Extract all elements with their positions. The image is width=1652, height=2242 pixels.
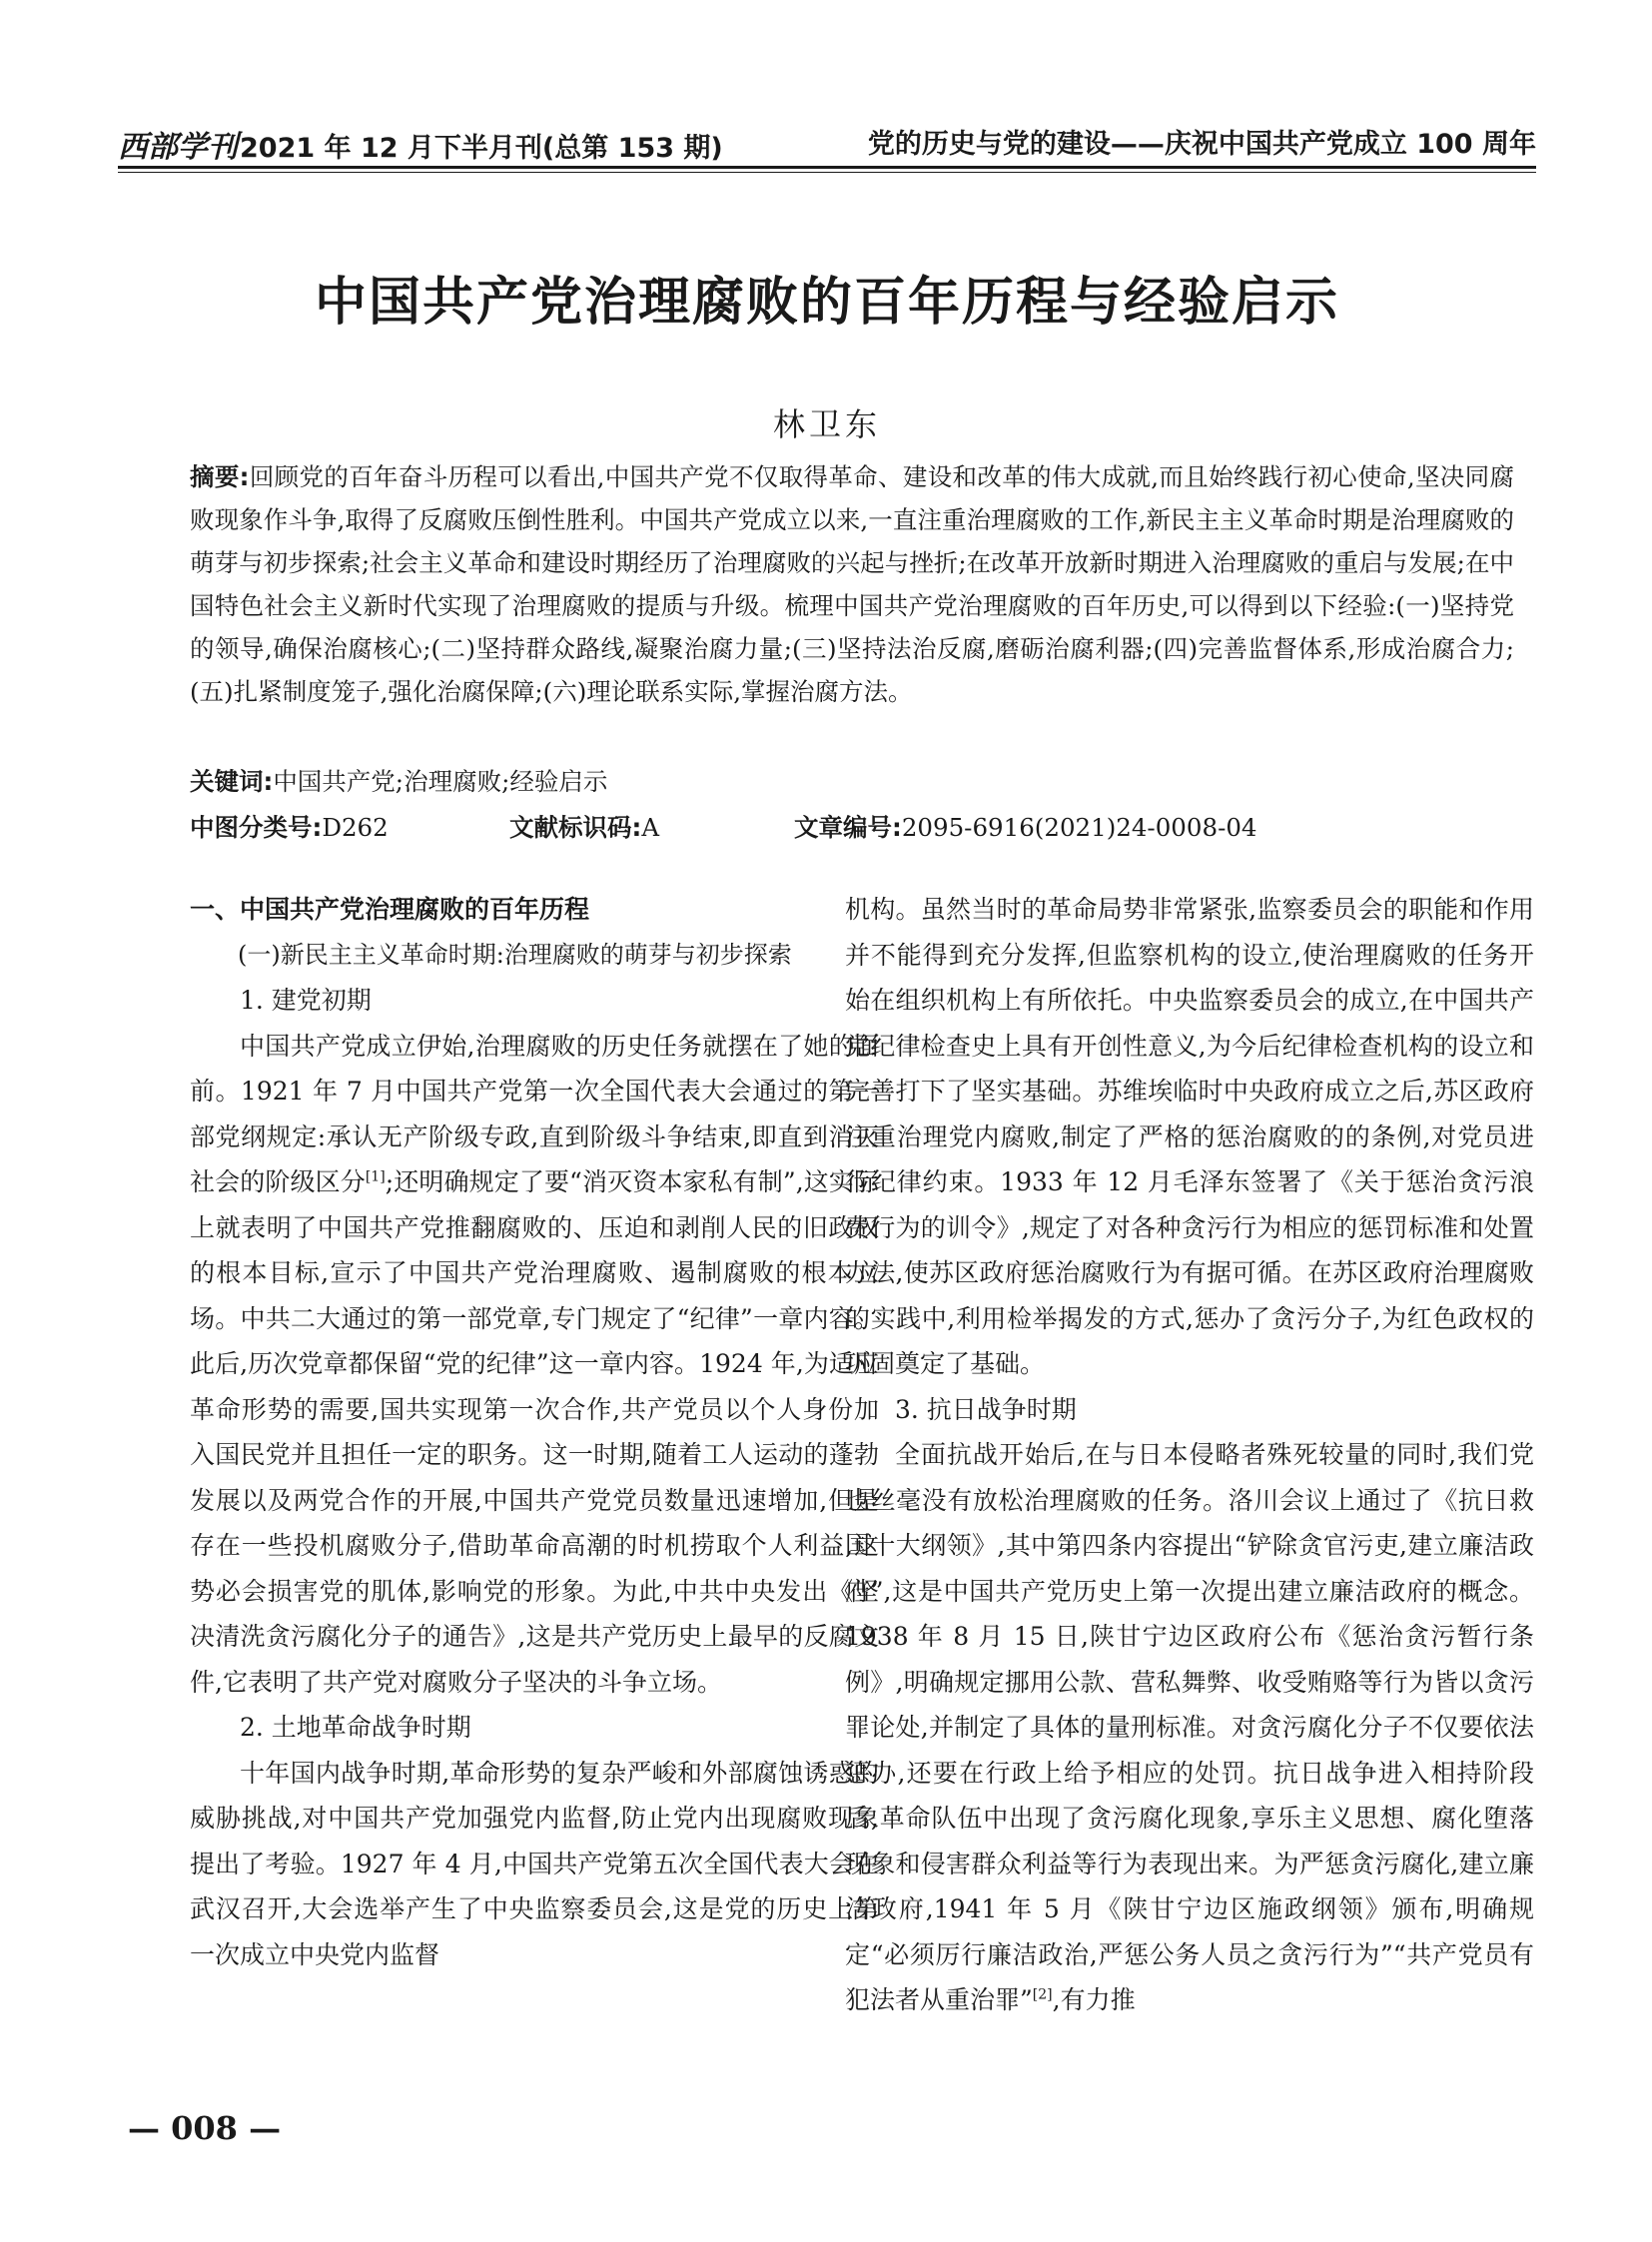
paragraph: 十年国内战争时期,革命形势的复杂严峻和外部腐蚀诱惑的威胁挑战,对中国共产党加强党内监督,防止党内出现腐败现象提出了考验。1927 年 4 月,中国共产党第五次全国代表大会在武汉召开,大会选举产生了中央监察委员会,这是党的历史上第一次成立中央党内监督	[190, 1758, 879, 1969]
abstract-text: 回顾党的百年奋斗历程可以看出,中国共产党不仅取得革命、建设和改革的伟大成就,而且始终践行初心使命,坚决同腐败现象作斗争,取得了反腐败压倒性胜利。中国共产党成立以来,一直注重治理腐败的工作,新民主主义革命时期是治理腐败的萌芽与初步探索;社会主义革命和建设时期经历了治理腐败的兴起与挫折;在改革开放新时期进入治理腐败的重启与发展;在中国特色社会主义新时代实现了治理腐败的提质与升级。梳理中国共产党治理腐败的百年历史,可以得到以下经验:(一)坚持党的领导,确保治腐核心;(二)坚持群众路线,凝聚治腐力量;(三)坚持法治反腐,磨砺治腐利器;(四)完善监督体系,形成治腐合力;(五)扎紧制度笼子,强化治腐保障;(六)理论联系实际,掌握治腐方法。	[190, 462, 1514, 706]
article-number	[794, 809, 1257, 844]
article-no-label: 文章编号:	[794, 813, 902, 842]
paragraph-text: 中国共产党成立伊始,治理腐败的历史任务就摆在了她的面前。1921 年 7 月中国共产党第一次全国代表大会通过的第一部党纲规定:承认无产阶级专政,直到阶级斗争结束,即直到消灭社会的阶级区分	[190, 1031, 879, 1196]
journal-logo: 西部学刊	[118, 130, 238, 165]
header-rule-thin	[118, 172, 1536, 173]
clc-label: 中图分类号:	[190, 813, 323, 842]
paragraph-text: ;还明确规定了要“消灭资本家私有制”,这实际上就表明了中国共产党推翻腐败的、压迫和剥削人民的旧政权的根本目标,宣示了中国共产党治理腐败、遏制腐败的根本立场。中共二大通过的第一部党章,专门规定了“纪律”一章内容。此后,历次党章都保留“党的纪律”这一章内容。1924 年,为适应革命形势的需要,国共实现第一次合作,共产党员以个人身份加入国民党并且担任一定的职务。这一时期,随着工人运动的蓬勃发展以及两党合作的开展,中国共产党党员数量迅速增加,但是存在一些投机腐败分子,借助革命高潮的时机捞取个人利益,这势必会损害党的肌体,影响党的形象。为此,中共中央发出《坚决清洗贪污腐化分子的通告》,这是共产党历史上最早的反腐文件,它表明了共产党对腐败分子坚决的斗争立场。	[190, 1167, 879, 1697]
paragraph-text: 全面抗战开始后,在与日本侵略者殊死较量的同时,我们党也丝毫没有放松治理腐败的任务。洛川会议上通过了《抗日救国十大纲领》,其中第四条内容提出“铲除贪官污吏,建立廉洁政府”,这是中国共产党历史上第一次提出建立廉洁政府的概念。1938 年 8 月 15 日,陕甘宁边区政府公布《惩治贪污暂行条例》,明确规定挪用公款、营私舞弊、收受贿赂等行为皆以贪污罪论处,并制定了具体的量刑标准。对贪污腐化分子不仅要依法惩办,还要在行政上给予相应的处罚。抗日战争进入相持阶段后,革命队伍中出现了贪污腐化现象,享乐主义思想、腐化堕落现象和侵害群众利益等行为表现出来。为严惩贪污腐化,建立廉洁政府,1941 年 5 月《陕甘宁边区施政纲领》颁布,明确规定“必须厉行廉洁政治,严惩公务人员之贪污行为”“共产党员有犯法者从重治罪”	[845, 1440, 1534, 2014]
citation-ref: [1]	[365, 1168, 386, 1185]
citation-ref: [2]	[1032, 1986, 1053, 2003]
journal-info	[118, 122, 723, 166]
article-author: 林卫东	[772, 405, 881, 443]
paragraph	[190, 1024, 879, 1706]
abstract-label: 摘要:	[190, 462, 250, 491]
keywords	[190, 763, 607, 798]
keywords-text: 中国共产党;治理腐败;经验启示	[273, 767, 608, 796]
document-code	[509, 809, 659, 844]
paragraph	[845, 1432, 1534, 2023]
journal-issue: 2021 年 12 月下半月刊(总第 153 期)	[240, 133, 723, 164]
running-header	[118, 112, 1536, 172]
sub-subsection-heading: 1. 建党初期	[240, 986, 372, 1015]
paragraph: 机构。虽然当时的革命局势非常紧张,监察委员会的职能和作用并不能得到充分发挥,但监察机构的设立,使治理腐败的任务开始在组织机构上有所依托。中央监察委员会的成立,在中国共产党纪律检查史上具有开创性意义,为今后纪律检查机构的设立和完善打下了坚实基础。苏维埃临时中央政府成立之后,苏区政府注重治理党内腐败,制定了严格的惩治腐败的的条例,对党员进行纪律约束。1933 年 12 月毛泽东签署了《关于惩治贪污浪费行为的训令》,规定了对各种贪污行为相应的惩罚标准和处置办法,使苏区政府惩治腐败行为有据可循。在苏区政府治理腐败的实践中,利用检举揭发的方式,惩办了贪污分子,为红色政权的巩固奠定了基础。	[845, 895, 1534, 1378]
section-heading: 一、中国共产党治理腐败的百年历程	[190, 895, 590, 924]
clc-number	[190, 809, 389, 844]
sub-subsection-heading: 3. 抗日战争时期	[895, 1394, 1077, 1424]
paragraph-text: ,有力推	[1052, 1985, 1136, 2014]
keywords-label: 关键词:	[190, 767, 274, 796]
subsection-heading: (一)新民主主义革命时期:治理腐败的萌芽与初步探索	[238, 940, 792, 969]
page-number: — 008 —	[128, 2109, 282, 2147]
clc-value: D262	[322, 813, 389, 842]
abstract	[190, 455, 1514, 713]
body-column-left	[190, 887, 879, 1977]
doc-code-label: 文献标识码:	[509, 813, 642, 842]
column-name: 党的历史与党的建设——庆祝中国共产党成立 100 周年	[867, 129, 1536, 160]
sub-subsection-heading: 2. 土地革命战争时期	[240, 1713, 471, 1742]
body-column-right	[845, 887, 1534, 2023]
doc-code-value: A	[641, 813, 660, 842]
article-title: 中国共产党治理腐败的百年历程与经验启示	[314, 273, 1339, 333]
header-rule	[118, 166, 1536, 169]
article-no-value: 2095-6916(2021)24-0008-04	[901, 813, 1257, 842]
